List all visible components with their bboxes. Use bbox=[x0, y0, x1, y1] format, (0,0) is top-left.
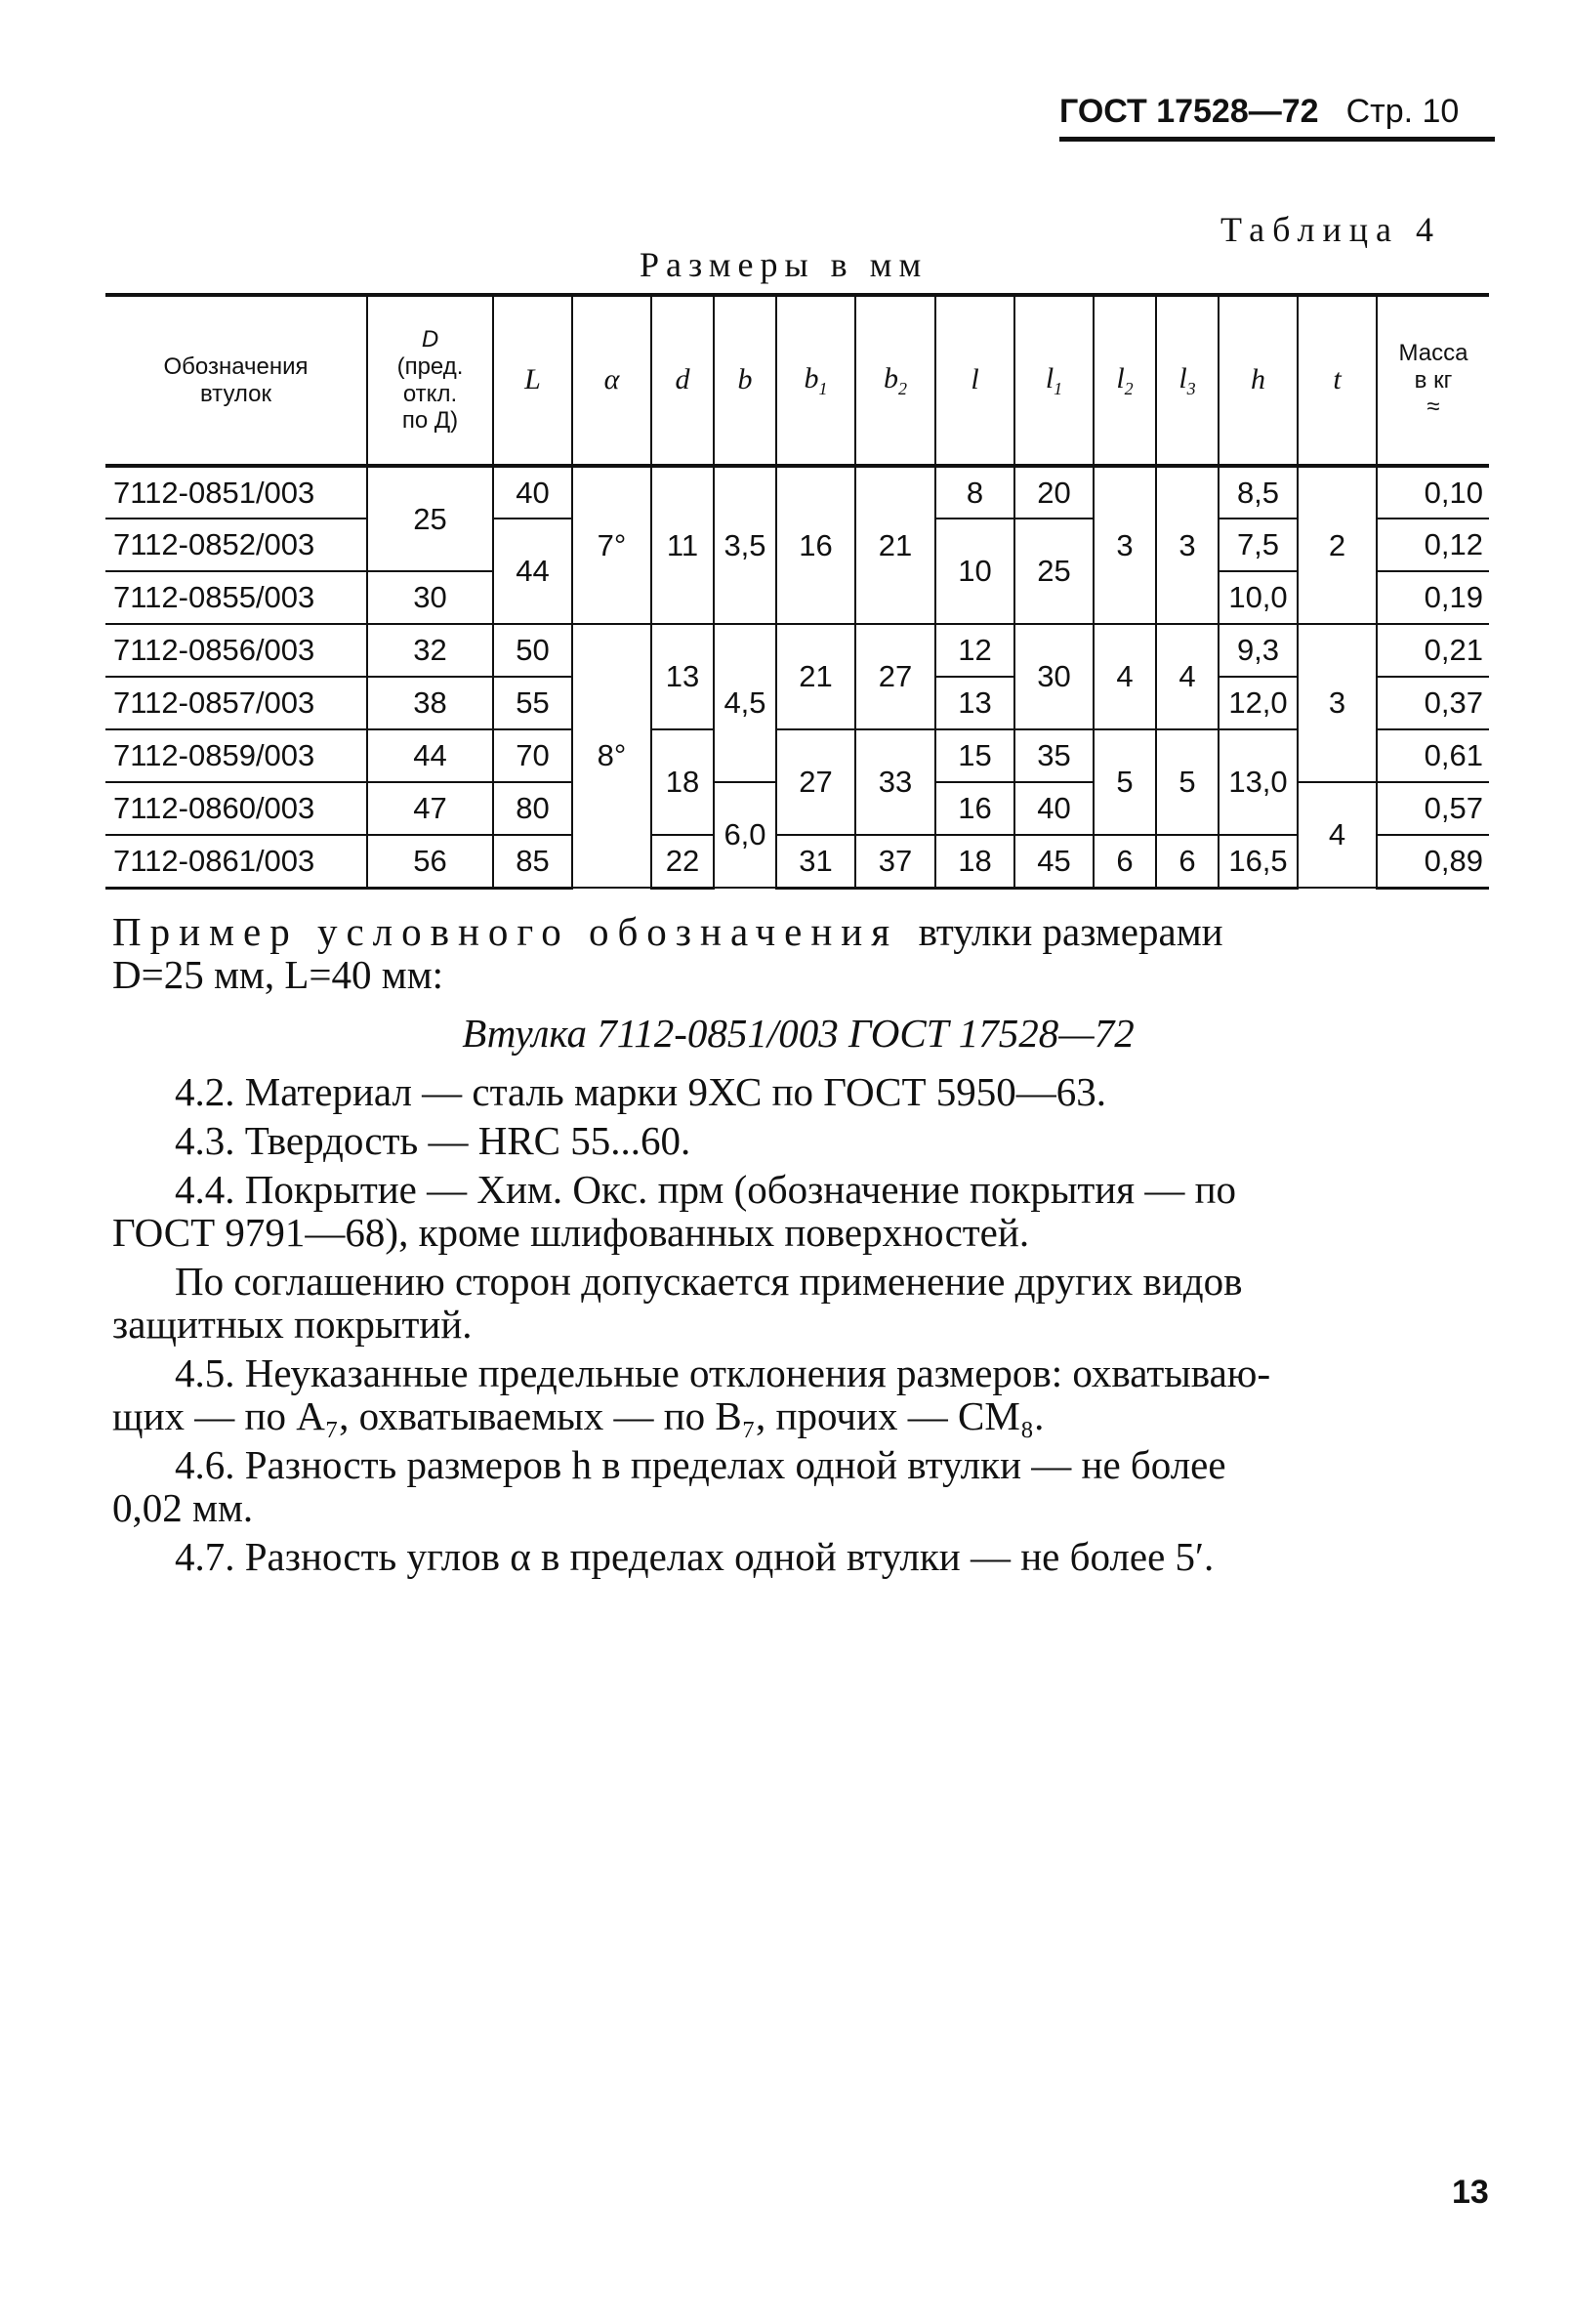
cell-L: 50 bbox=[493, 624, 572, 677]
cell-D: 47 bbox=[367, 782, 493, 835]
page-header bbox=[1059, 86, 1495, 142]
col-D: D (пред. откл. по Д) bbox=[367, 295, 493, 466]
col-designation: Обозначения втулок bbox=[105, 295, 367, 466]
cell-mass: 0,89 bbox=[1377, 835, 1489, 888]
cell-b1: 27 bbox=[776, 729, 855, 835]
cell-D: 56 bbox=[367, 835, 493, 888]
cell-mass: 0,37 bbox=[1377, 677, 1489, 729]
cell-l: 10 bbox=[935, 519, 1014, 624]
cell-l2: 5 bbox=[1094, 729, 1156, 835]
cell-L: 55 bbox=[493, 677, 572, 729]
cell-b2: 21 bbox=[855, 466, 935, 624]
example-designation: Втулка 7112-0851/003 ГОСТ 17528—72 bbox=[462, 1011, 1135, 1056]
col-b: b bbox=[714, 295, 776, 466]
cell-L: 40 bbox=[493, 466, 572, 519]
cell-b: 4,5 bbox=[714, 624, 776, 782]
cell-l2: 4 bbox=[1094, 624, 1156, 729]
col-h: h bbox=[1219, 295, 1298, 466]
col-b1: $b_1$ bbox=[776, 295, 855, 466]
cell-alpha: 7° bbox=[572, 466, 651, 624]
page-number: 13 bbox=[1452, 2174, 1489, 2211]
table-header-row bbox=[105, 295, 1489, 466]
paragraph-4-6-line-1: 4.6. Разность размеров h в пределах одной втулки — не более bbox=[175, 1442, 1226, 1487]
col-l: l bbox=[935, 295, 1014, 466]
cell-mass: 0,61 bbox=[1377, 729, 1489, 782]
cell-D: 32 bbox=[367, 624, 493, 677]
cell-designation: 7112-0851/003 bbox=[105, 466, 367, 519]
cell-h: 7,5 bbox=[1219, 519, 1298, 571]
cell-b2: 37 bbox=[855, 835, 935, 888]
cell-b: 3,5 bbox=[714, 466, 776, 624]
example-line-1: Пример условного обозначения втулки размерами bbox=[112, 909, 1223, 954]
cell-h: 13,0 bbox=[1219, 729, 1298, 835]
cell-mass: 0,21 bbox=[1377, 624, 1489, 677]
paragraph-coatings-line-1: По соглашению сторон допускается применение других видов bbox=[175, 1259, 1243, 1304]
cell-l1: 45 bbox=[1014, 835, 1094, 888]
cell-mass: 0,57 bbox=[1377, 782, 1489, 835]
cell-h: 10,0 bbox=[1219, 571, 1298, 624]
cell-d: 18 bbox=[651, 729, 714, 835]
cell-b1: 21 bbox=[776, 624, 855, 729]
cell-L: 44 bbox=[493, 519, 572, 624]
example-line-2: D=25 мм, L=40 мм: bbox=[112, 952, 444, 997]
cell-designation: 7112-0859/003 bbox=[105, 729, 367, 782]
cell-designation: 7112-0852/003 bbox=[105, 519, 367, 571]
paragraph-coatings-line-2: защитных покрытий. bbox=[112, 1302, 473, 1347]
paragraph-4-5-line-1: 4.5. Неуказанные предельные отклонения размеров: охватываю- bbox=[175, 1350, 1271, 1395]
table-row bbox=[105, 835, 1489, 888]
col-L: L bbox=[493, 295, 572, 466]
table-row bbox=[105, 624, 1489, 677]
cell-b1: 31 bbox=[776, 835, 855, 888]
cell-L: 70 bbox=[493, 729, 572, 782]
cell-b2: 27 bbox=[855, 624, 935, 729]
col-l3: $l_3$ bbox=[1156, 295, 1219, 466]
cell-h: 8,5 bbox=[1219, 466, 1298, 519]
table-label: Таблица 4 bbox=[1220, 210, 1441, 249]
col-l1: $l_1$ bbox=[1014, 295, 1094, 466]
cell-h: 16,5 bbox=[1219, 835, 1298, 888]
cell-l3: 6 bbox=[1156, 835, 1219, 888]
cell-b1: 16 bbox=[776, 466, 855, 624]
col-l2: $l_2$ bbox=[1094, 295, 1156, 466]
cell-designation: 7112-0860/003 bbox=[105, 782, 367, 835]
paragraph-4-3: 4.3. Твердость — HRC 55...60. bbox=[175, 1118, 691, 1163]
cell-b: 6,0 bbox=[714, 782, 776, 888]
table-units: Размеры в мм bbox=[640, 245, 929, 284]
cell-l: 12 bbox=[935, 624, 1014, 677]
cell-l1: 20 bbox=[1014, 466, 1094, 519]
cell-designation: 7112-0861/003 bbox=[105, 835, 367, 888]
cell-designation: 7112-0855/003 bbox=[105, 571, 367, 624]
cell-l1: 35 bbox=[1014, 729, 1094, 782]
cell-l1: 25 bbox=[1014, 519, 1094, 624]
cell-l1: 40 bbox=[1014, 782, 1094, 835]
cell-designation: 7112-0856/003 bbox=[105, 624, 367, 677]
cell-alpha: 8° bbox=[572, 624, 651, 888]
cell-t: 4 bbox=[1298, 782, 1377, 888]
cell-D: 30 bbox=[367, 571, 493, 624]
cell-mass: 0,12 bbox=[1377, 519, 1489, 571]
cell-L: 85 bbox=[493, 835, 572, 888]
cell-l: 15 bbox=[935, 729, 1014, 782]
paragraph-4-2: 4.2. Материал — сталь марки 9ХС по ГОСТ 5950—63. bbox=[175, 1069, 1106, 1114]
col-b2: $b_2$ bbox=[855, 295, 935, 466]
cell-l: 16 bbox=[935, 782, 1014, 835]
cell-l: 8 bbox=[935, 466, 1014, 519]
cell-l3: 4 bbox=[1156, 624, 1219, 729]
cell-D: 44 bbox=[367, 729, 493, 782]
table-row bbox=[105, 729, 1489, 782]
cell-designation: 7112-0857/003 bbox=[105, 677, 367, 729]
cell-l2: 6 bbox=[1094, 835, 1156, 888]
cell-l: 18 bbox=[935, 835, 1014, 888]
col-mass: Масса в кг ≈ bbox=[1377, 295, 1489, 466]
cell-l1: 30 bbox=[1014, 624, 1094, 729]
paragraph-4-5-line-2: щих — по A₇, охватываемых — по B₇, прочих — CM₈. bbox=[112, 1393, 1045, 1438]
cell-d: 11 bbox=[651, 466, 714, 624]
cell-h: 9,3 bbox=[1219, 624, 1298, 677]
cell-mass: 0,19 bbox=[1377, 571, 1489, 624]
table-row bbox=[105, 466, 1489, 519]
col-t: t bbox=[1298, 295, 1377, 466]
cell-l2: 3 bbox=[1094, 466, 1156, 624]
cell-L: 80 bbox=[493, 782, 572, 835]
page-ref: Стр. 10 bbox=[1345, 93, 1460, 130]
cell-l3: 5 bbox=[1156, 729, 1219, 835]
cell-t: 3 bbox=[1298, 624, 1377, 782]
dimensions-table bbox=[105, 293, 1485, 890]
cell-d: 13 bbox=[651, 624, 714, 729]
cell-D: 38 bbox=[367, 677, 493, 729]
paragraph-4-7: 4.7. Разность углов α в пределах одной втулки — не более 5′. bbox=[175, 1534, 1215, 1579]
cell-h: 12,0 bbox=[1219, 677, 1298, 729]
paragraph-4-4-line-2: ГОСТ 9791—68), кроме шлифованных поверхностей. bbox=[112, 1210, 1030, 1255]
cell-l: 13 bbox=[935, 677, 1014, 729]
cell-D: 25 bbox=[367, 466, 493, 571]
cell-mass: 0,10 bbox=[1377, 466, 1489, 519]
standard-code: ГОСТ 17528—72 bbox=[1059, 93, 1319, 130]
paragraph-4-4-line-1: 4.4. Покрытие — Хим. Окс. прм (обозначение покрытия — по bbox=[175, 1167, 1237, 1212]
col-alpha: α bbox=[572, 295, 651, 466]
paragraph-4-6-line-2: 0,02 мм. bbox=[112, 1485, 254, 1530]
col-d: d bbox=[651, 295, 714, 466]
cell-b2: 33 bbox=[855, 729, 935, 835]
cell-d: 22 bbox=[651, 835, 714, 888]
cell-l3: 3 bbox=[1156, 466, 1219, 624]
cell-t: 2 bbox=[1298, 466, 1377, 624]
